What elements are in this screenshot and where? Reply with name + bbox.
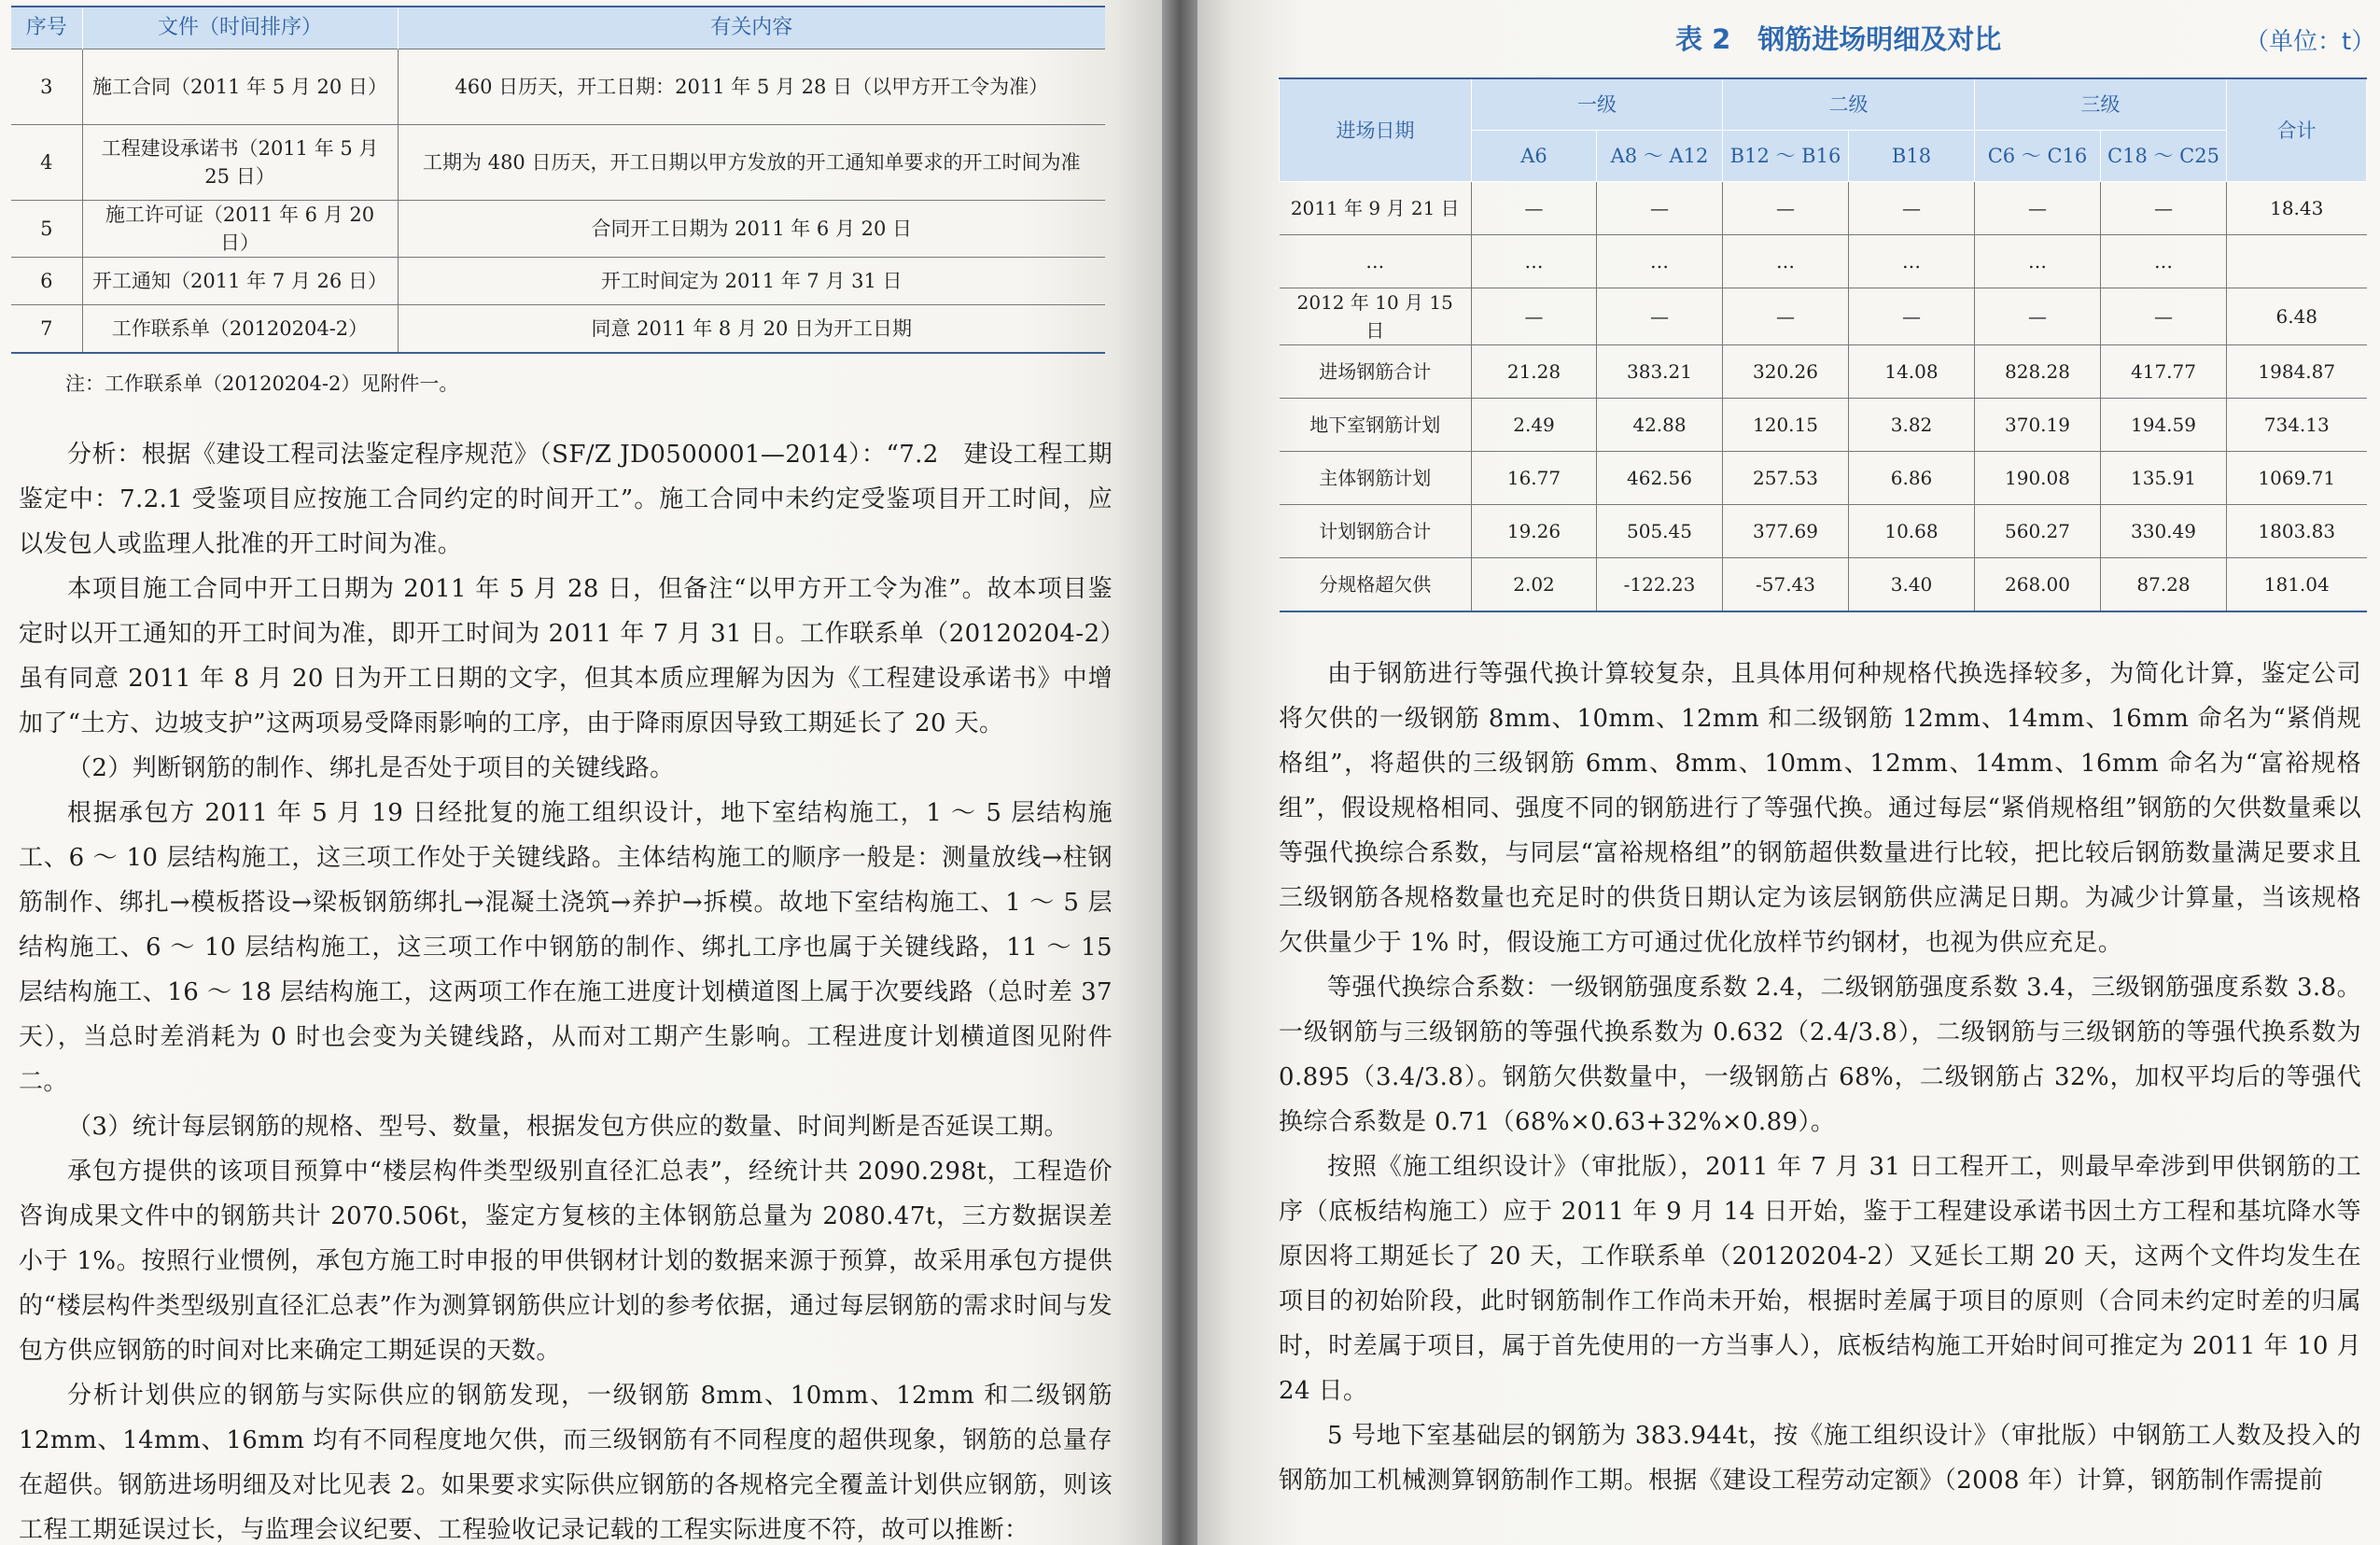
header-column: B18 [1849, 131, 1975, 182]
table-header-row [11, 7, 1105, 49]
table-cell: 560.27 [1975, 505, 2101, 558]
header-column: C6 ～ C16 [1975, 131, 2101, 182]
table-cell: — [2101, 182, 2227, 235]
header-column: B12 ～ B16 [1723, 131, 1849, 182]
table-cell: — [1472, 182, 1597, 235]
table-row [1280, 182, 2367, 235]
header-group-grade-1: 一级 [1472, 78, 1723, 131]
cell-content: 开工时间定为 2011 年 7 月 31 日 [398, 258, 1105, 305]
table-cell: 370.19 [1975, 399, 2101, 452]
table-row [1280, 345, 2367, 399]
table-cell: — [1723, 182, 1849, 235]
table-cell: 10.68 [1849, 505, 1975, 558]
table-cell: 2.02 [1472, 558, 1597, 612]
table-cell: 14.08 [1849, 345, 1975, 399]
header-column: C18 ～ C25 [2101, 131, 2227, 182]
table-cell: 417.77 [2101, 345, 2227, 399]
left-page [0, 0, 1162, 1545]
table-row [1280, 399, 2367, 452]
table-cell: -57.43 [1723, 558, 1849, 612]
table-cell: — [1849, 182, 1975, 235]
header-group-grade-2: 二级 [1723, 78, 1975, 131]
header-serial-no: 序号 [11, 7, 82, 49]
table-caption: 表 2 钢筋进场明细及对比 [1675, 23, 2002, 55]
table-unit: （单位：t） [2245, 28, 2376, 56]
table-cell: 257.53 [1723, 452, 1849, 505]
paragraph: 本项目施工合同中开工日期为 2011 年 5 月 28 日，但备注“以甲方开工令为准”。故本项目鉴定时以开工通知的开工时间为准，即开工时间为 2011 年 7 月 31 日。工作联系单（20120204-2）虽有同意 2011 年 8 月 20 日为开工日期的文字，但其本质应理解为因为《工程建设承诺书》中增加了“土方、边坡支护”这两项易受降雨影响的工序，由于降雨原因导致工期延长了 20 天。 [19, 575, 1113, 737]
header-total: 合计 [2227, 78, 2367, 182]
table-cell: … [1723, 235, 1849, 288]
row-label: 进场钢筋合计 [1280, 345, 1472, 399]
table-row [1280, 558, 2367, 612]
cell-total: 6.48 [2227, 288, 2367, 345]
header-entry-date: 进场日期 [1280, 78, 1472, 182]
table-note: 注：工作联系单（20120204-2）见附件一。 [65, 372, 459, 395]
table-cell: — [1597, 182, 1723, 235]
header-column: A6 [1472, 131, 1597, 182]
table-cell: … [1472, 235, 1597, 288]
table-cell: 268.00 [1975, 558, 2101, 612]
table-cell: — [1975, 288, 2101, 345]
paragraph: 等强代换综合系数：一级钢筋强度系数 2.4，二级钢筋强度系数 3.4，三级钢筋强度系数 3.8。一级钢筋与三级钢筋的等强代换系数为 0.632（2.4/3.8），二级钢筋与三级钢筋的等强代换系数为 0.895（3.4/3.8）。钢筋欠供数量中，一级钢筋占 68%，二级钢筋占 32%，加权平均后的等强代换综合系数是 0.71（68%×0.63+32%×0.89）。 [1279, 974, 2361, 1136]
table-cell: -122.23 [1597, 558, 1723, 612]
table-cell: … [1975, 235, 2101, 288]
table-cell: — [1723, 288, 1849, 345]
table-cell: 120.15 [1723, 399, 1849, 452]
table-cell: 3.82 [1849, 399, 1975, 452]
cell-serial-no: 6 [11, 258, 82, 305]
paragraph: 5 号地下室基础层的钢筋为 383.944t，按《施工组织设计》（审批版）中钢筋工人数及投入的钢筋加工机械测算钢筋制作工期。根据《建设工程劳动定额》（2008 年）计算，钢筋制作需提前 [1279, 1422, 2361, 1495]
table-cell: 190.08 [1975, 452, 2101, 505]
table-cell: 3.40 [1849, 558, 1975, 612]
header-group-grade-3: 三级 [1975, 78, 2227, 131]
cell-total [2227, 235, 2367, 288]
table-row [1280, 288, 2367, 345]
cell-content: 同意 2011 年 8 月 20 日为开工日期 [398, 305, 1105, 354]
row-label: 计划钢筋合计 [1280, 505, 1472, 558]
table-cell: 87.28 [2101, 558, 2227, 612]
cell-content: 工期为 480 日历天，开工日期以甲方发放的开工通知单要求的开工时间为准 [398, 125, 1105, 201]
paragraph: 分析计划供应的钢筋与实际供应的钢筋发现，一级钢筋 8mm、10mm、12mm 和二级钢筋 12mm、14mm、16mm 均有不同程度地欠供，而三级钢筋有不同程度的超供现象，钢筋的总量存在超供。钢筋进场明细及对比见表 2。如果要求实际供应钢筋的各规格完全覆盖计划供应钢筋，则该工程工期延误过长，与监理会议纪要、工程验收记录记载的工程实际进度不符，故可以推断： [19, 1382, 1113, 1544]
table-cell: 19.26 [1472, 505, 1597, 558]
row-label: 地下室钢筋计划 [1280, 399, 1472, 452]
table-cell: — [1849, 288, 1975, 345]
table-cell: 462.56 [1597, 452, 1723, 505]
table-cell: 6.86 [1849, 452, 1975, 505]
table-cell: 377.69 [1723, 505, 1849, 558]
table-cell: 320.26 [1723, 345, 1849, 399]
cell-document: 施工合同（2011 年 5 月 20 日） [82, 49, 398, 125]
contract-timeline-table [11, 6, 1105, 354]
paragraph: 承包方提供的该项目预算中“楼层构件类型级别直径汇总表”，经统计共 2090.298t，工程造价咨询成果文件中的钢筋共计 2070.506t，鉴定方复核的主体钢筋总量为 2080.47t，三方数据误差小于 1%。按照行业惯例，承包方施工时申报的甲供钢材计划的数据来源于预算，故采用承包方提供的“楼层构件类型级别直径汇总表”作为测算钢筋供应计划的参考依据，通过每层钢筋的需求时间与发包方供应钢筋的时间对比来确定工期延误的天数。 [19, 1158, 1113, 1365]
rebar-table-body [1280, 182, 2367, 612]
paragraph: 由于钢筋进行等强代换计算较复杂，且具体用何种规格代换选择较多，为简化计算，鉴定公司将欠供的一级钢筋 8mm、10mm、12mm 和二级钢筋 12mm、14mm、16mm 命名为“紧俏规格组”，将超供的三级钢筋 6mm、8mm、10mm、12mm、14mm、16mm 命名为“富裕规格组”，假设规格相同、强度不同的钢筋进行了等强代换。通过每层“紧俏规格组”钢筋的欠供数量乘以等强代换综合系数，与同层“富裕规格组”的钢筋超供数量进行比较，把比较后钢筋数量满足要求且三级钢筋各规格数量也充足时的供货日期认定为该层钢筋供应满足日期。为减少计算量，当该规格欠供量少于 1% 时，假设施工方可通过优化放样节约钢材，也视为供应充足。 [1279, 660, 2361, 957]
table-cell: … [1597, 235, 1723, 288]
paragraph: 分析：根据《建设工程司法鉴定程序规范》（SF/Z JD0500001—2014）：“7.2 建设工程工期鉴定中：7.2.1 受鉴项目应按施工合同约定的时间开工”。施工合同中未约定受鉴项目开工时间，应以发包人或监理人批准的开工时间为准。 [19, 441, 1113, 558]
table-cell: 828.28 [1975, 345, 2101, 399]
cell-document: 施工许可证（2011 年 6 月 20 日） [82, 201, 398, 258]
table-row [11, 201, 1105, 258]
book-gutter [1162, 0, 1197, 1545]
table-cell: … [2101, 235, 2227, 288]
cell-serial-no: 7 [11, 305, 82, 354]
table-cell: 42.88 [1597, 399, 1723, 452]
right-body-text [1279, 652, 2361, 1503]
table-cell: 2.49 [1472, 399, 1597, 452]
cell-total: 734.13 [2227, 399, 2367, 452]
cell-content: 460 日历天，开工日期：2011 年 5 月 28 日（以甲方开工令为准） [398, 49, 1105, 125]
cell-total: 18.43 [2227, 182, 2367, 235]
cell-total: 1069.71 [2227, 452, 2367, 505]
row-label: 2011 年 9 月 21 日 [1280, 182, 1472, 235]
cell-serial-no: 3 [11, 49, 82, 125]
header-document: 文件（时间排序） [82, 7, 398, 49]
table-row [11, 125, 1105, 201]
cell-document: 工程建设承诺书（2011 年 5 月 25 日） [82, 125, 398, 201]
table-row [11, 305, 1105, 354]
table-cell: 505.45 [1597, 505, 1723, 558]
table-row [1280, 235, 2367, 288]
table-cell: 21.28 [1472, 345, 1597, 399]
table-cell: — [2101, 288, 2227, 345]
table-cell: 16.77 [1472, 452, 1597, 505]
header-column: A8 ～ A12 [1597, 131, 1723, 182]
section-heading: （2）判断钢筋的制作、绑扎是否处于项目的关键线路。 [67, 754, 675, 782]
cell-serial-no: 4 [11, 125, 82, 201]
section-heading: （3）统计每层钢筋的规格、型号、数量，根据发包方供应的数量、时间判断是否延误工期。 [67, 1113, 1069, 1141]
table-row [11, 49, 1105, 125]
left-body-text [19, 432, 1113, 1545]
table-row [1280, 505, 2367, 558]
cell-content: 合同开工日期为 2011 年 6 月 20 日 [398, 201, 1105, 258]
cell-document: 工作联系单（20120204-2） [82, 305, 398, 354]
table-cell: … [1849, 235, 1975, 288]
row-label: 主体钢筋计划 [1280, 452, 1472, 505]
cell-total: 1984.87 [2227, 345, 2367, 399]
cell-total: 1803.83 [2227, 505, 2367, 558]
row-label: 分规格超欠供 [1280, 558, 1472, 612]
cell-document: 开工通知（2011 年 7 月 26 日） [82, 258, 398, 305]
cell-total: 181.04 [2227, 558, 2367, 612]
table-cell: 194.59 [2101, 399, 2227, 452]
table-cell: 383.21 [1597, 345, 1723, 399]
cell-serial-no: 5 [11, 201, 82, 258]
table-cell: 330.49 [2101, 505, 2227, 558]
table-cell: — [1597, 288, 1723, 345]
table-cell: — [1472, 288, 1597, 345]
header-content: 有关内容 [398, 7, 1105, 49]
table-row [11, 258, 1105, 305]
table-row [1280, 452, 2367, 505]
row-label: 2012 年 10 月 15 日 [1280, 288, 1472, 345]
paragraph: 根据承包方 2011 年 5 月 19 日经批复的施工组织设计，地下室结构施工，1 ～ 5 层结构施工、6 ～ 10 层结构施工，这三项工作处于关键线路。主体结构施工的顺序一般是：测量放线→柱钢筋制作、绑扎→模板搭设→梁板钢筋绑扎→混凝土浇筑→养护→拆模。故地下室结构施工、1 ～ 5 层结构施工、6 ～ 10 层结构施工，这三项工作中钢筋的制作、绑扎工序也属于关键线路，11 ～ 15 层结构施工、16 ～ 18 层结构施工，这两项工作在施工进度计划横道图上属于次要线路（总时差 37 天），当总时差消耗为 0 时也会变为关键线路，从而对工期产生影响。工程进度计划横道图见附件二。 [19, 799, 1113, 1096]
table-cell: 135.91 [2101, 452, 2227, 505]
table-cell: — [1975, 182, 2101, 235]
rebar-delivery-table [1279, 77, 2367, 612]
paragraph: 按照《施工组织设计》（审批版），2011 年 7 月 31 日工程开工，则最早牵涉到甲供钢筋的工序（底板结构施工）应于 2011 年 9 月 14 日开始，鉴于工程建设承诺书因土方工程和基坑降水等原因将工期延长了 20 天，工作联系单（20120204-2）又延长工期 20 天，这两个文件均发生在项目的初始阶段，此时钢筋制作工作尚未开始，根据时差属于项目的原则（合同未约定时差的归属时，时差属于项目，属于首先使用的一方当事人），底板结构施工开始时间可推定为 2011 年 10 月 24 日。 [1279, 1153, 2361, 1405]
table-header-row [1280, 78, 2367, 131]
row-label: … [1280, 235, 1472, 288]
